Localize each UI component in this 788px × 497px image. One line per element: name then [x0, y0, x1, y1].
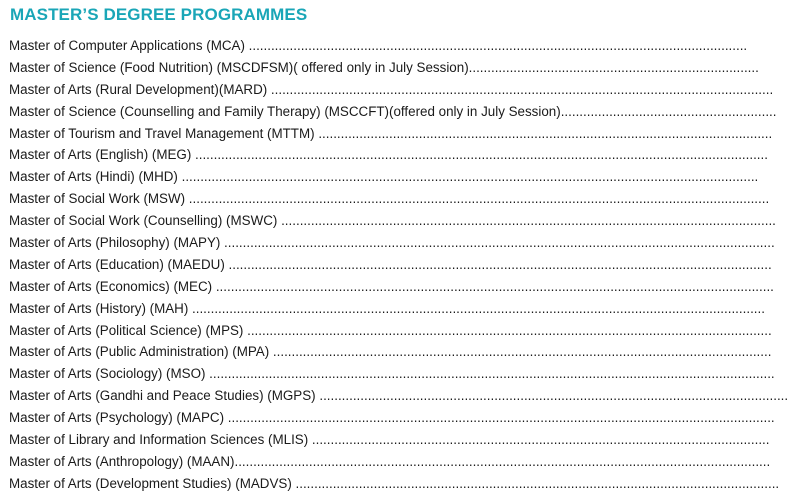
programme-item: Master of Arts (Psychology) (MAPC) ................................................................................................................................................... — [9, 410, 775, 426]
programme-item: Master of Arts (Anthropology) (MAAN)................................................................................................................................................ — [9, 453, 771, 469]
programme-item: Master of Arts (Gandhi and Peace Studies) (MGPS) .............................................................................................................................. — [9, 388, 788, 404]
programme-item: Master of Arts (Development Studies) (MADVS) .................................................................................................................................. — [9, 475, 780, 491]
programme-item: Master of Science (Counselling and Family Therapy) (MSCCFT)(offered only in July Session).......................................................... — [9, 103, 777, 119]
programme-item: Master of Library and Information Sciences (MLIS) ........................................................................................................................... — [9, 432, 770, 448]
programme-item: Master of Arts (Education) (MAEDU) .................................................................................................................................................. — [9, 256, 772, 272]
programme-item: Master of Social Work (Counselling) (MSWC) ..................................................................................................................................... — [9, 213, 776, 229]
programme-item: Master of Science (Food Nutrition) (MSCDFSM)( offered only in July Session).............................................................................. — [9, 59, 759, 75]
programme-item: Master of Computer Applications (MCA) ...................................................................................................................................... — [9, 38, 748, 53]
programme-item: Master of Arts (Economics) (MEC) ...................................................................................................................................................... — [9, 278, 774, 294]
programme-item: Master of Arts (Sociology) (MSO) ........................................................................................................................................................ — [9, 366, 775, 382]
programme-item: Master of Arts (Rural Development)(MARD) ....................................................................................................................................... — [9, 81, 774, 97]
programme-item: Master of Social Work (MSW) ............................................................................................................................................................ — [9, 191, 770, 207]
programme-item: Master of Arts (English) (MEG) .......................................................................................................................................................... — [9, 147, 768, 163]
programme-item: Master of Arts (Hindi) (MHD) ........................................................................................................................................................... — [9, 169, 759, 185]
programme-item: Master of Tourism and Travel Management (MTTM) .......................................................................................................................... — [9, 125, 773, 141]
programme-list — [9, 35, 788, 495]
programme-item: Master of Arts (History) (MAH) .......................................................................................................................................................... — [9, 300, 765, 316]
programme-item: Master of Arts (Philosophy) (MAPY) .................................................................................................................................................... — [9, 235, 775, 251]
programme-item: Master of Arts (Political Science) (MPS) ............................................................................................................................................. — [9, 322, 772, 338]
programme-item: Master of Arts (Public Administration) (MPA) ...................................................................................................................................... — [9, 344, 772, 360]
section-heading: MASTER’S DEGREE PROGRAMMES — [10, 5, 308, 24]
